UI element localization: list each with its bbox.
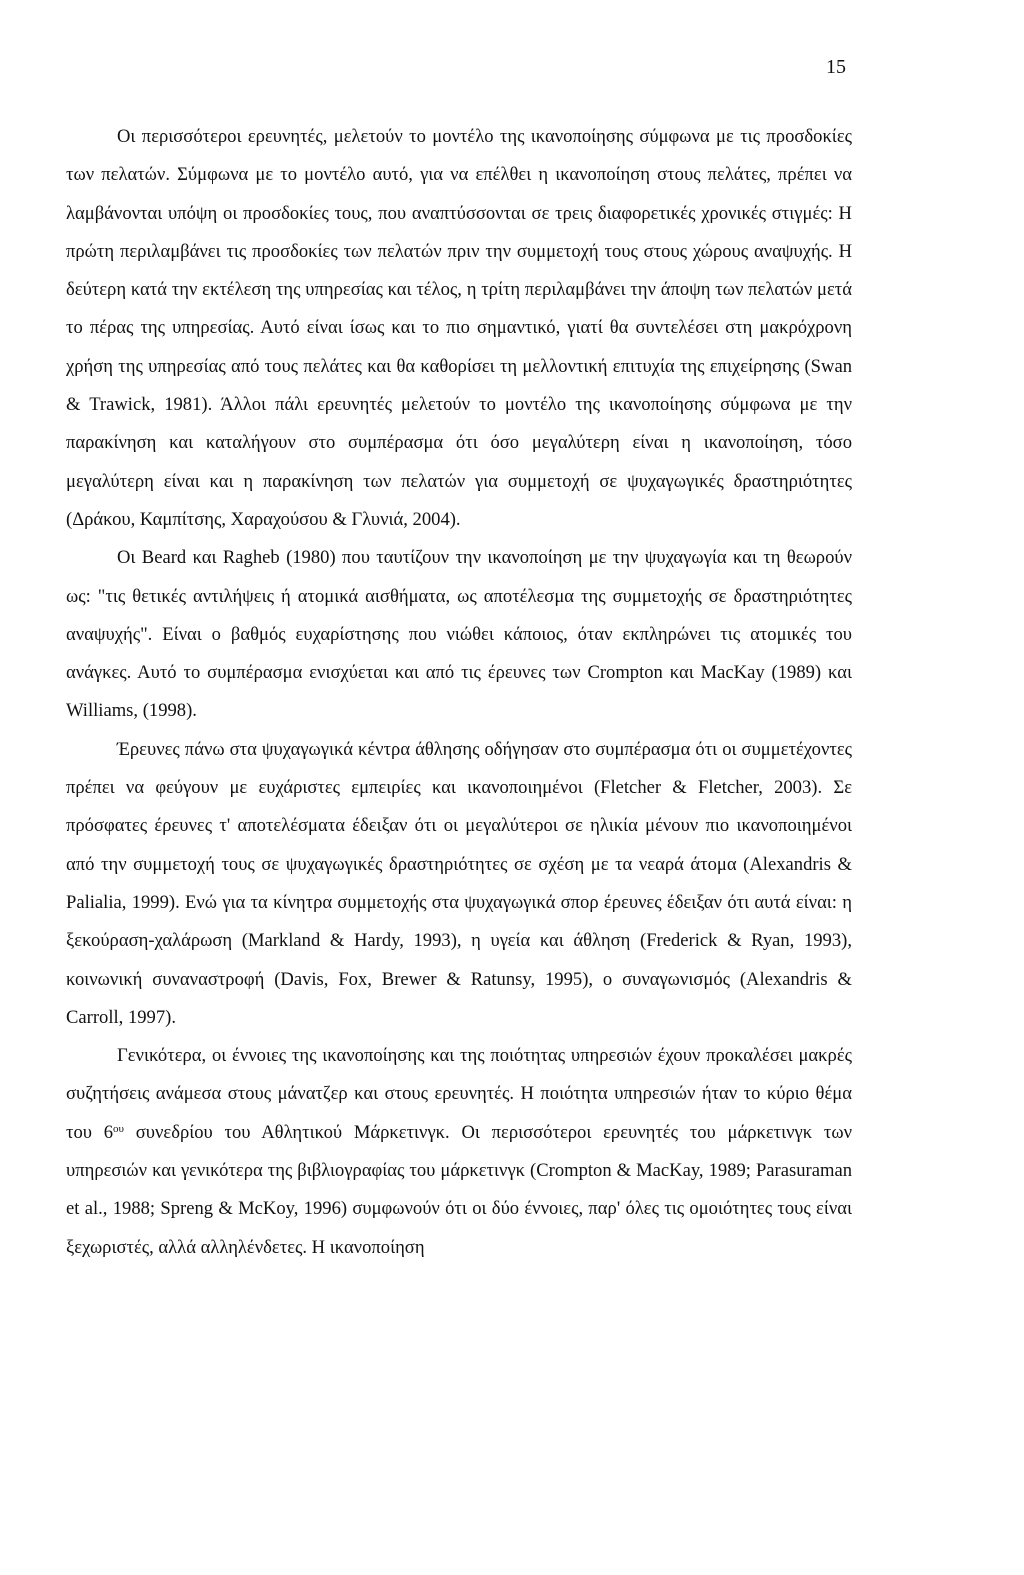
body-text	[66, 118, 852, 1267]
paragraph-text-before: Γενικότερα, οι έννοιες της ικανοποίησης και της ποιότητας υπηρεσιών έχουν προκαλέσει μακρές συζητήσεις ανάμεσα στους μάνατζερ και στους ερευνητές. Η ποιότητα υπηρεσιών ήταν το κύριο θέμα του 6	[66, 1045, 852, 1143]
page-number: 15	[826, 56, 846, 78]
paragraph-beard-ragheb: Οι Beard και Ragheb (1980) που ταυτίζουν την ικανοποίηση με την ψυχαγωγία και τη θεωρούν ως: "τις θετικές αντιλήψεις ή ατομικά αισθήματα, ως αποτέλεσμα της συμμετοχής σε δραστηριότητες αναψυχής". Είναι ο βαθμός ευχαρίστησης που νιώθει κάποιος, όταν εκπληρώνει τις ατομικές του ανάγκες. Αυτό το συμπέρασμα ενισχύεται και από τις έρευνες των Crompton και MacKay (1989) και Williams, (1998).	[66, 547, 852, 722]
paragraph-text-after: συνεδρίου του Αθλητικού Μάρκετινγκ. Οι περισσότεροι ερευνητές του μάρκετινγκ των υπηρεσιών και γενικότερα της βιβλιογραφίας του μάρκετινγκ (Crompton & MacKay, 1989; Parasuraman et al., 1988; Spreng & McKoy, 1996) συμφωνούν ότι οι δύο έννοιες, παρ' όλες τις ομοιότητες τους είναι ξεχωριστές, αλλά αλληλένδετες. Η ικανοποίηση	[66, 1121, 853, 1258]
paragraph-recreation-centers: Έρευνες πάνω στα ψυχαγωγικά κέντρα άθλησης οδήγησαν στο συμπέρασμα ότι οι συμμετέχοντες πρέπει να φεύγουν με ευχάριστες εμπειρίες και ικανοποιημένοι (Fletcher & Fletcher, 2003). Σε πρόσφατες έρευνες τ' αποτελέσματα έδειξαν ότι οι μεγαλύτεροι σε ηλικία μένουν πιο ικανοποιημένοι από την συμμετοχή τους σε ψυχαγωγικές δραστηριότητες σε σχέση με τα νεαρά άτομα (Alexandris & Palialia, 1999). Ενώ για τα κίνητρα συμμετοχής στα ψυχαγωγικά σπορ έρευνες έδειξαν ότι αυτά είναι: η ξεκούραση-χαλάρωση (Markland & Hardy, 1993), η υγεία και άθληση (Frederick & Ryan, 1993), κοινωνική συναναστροφή (Davis, Fox, Brewer & Ratunsy, 1995), ο συναγωνισμός (Alexandris & Carroll, 1997).	[66, 738, 852, 1028]
paragraph-satisfaction-models: Οι περισσότεροι ερευνητές, μελετούν το μοντέλο της ικανοποίησης σύμφωνα με τις προσδοκίες των πελατών. Σύμφωνα με το μοντέλο αυτό, για να επέλθει η ικανοποίηση στους πελάτες, πρέπει να λαμβάνονται υπόψη οι προσδοκίες τους, που αναπτύσσονται σε τρεις διαφορετικές χρονικές στιγμές: Η πρώτη περιλαμβάνει τις προσδοκίες των πελατών πριν την συμμετοχή τους στους χώρους αναψυχής. Η δεύτερη κατά την εκτέλεση της υπηρεσίας και τέλος, η τρίτη περιλαμβάνει την άποψη των πελατών μετά το πέρας της υπηρεσίας. Αυτό είναι ίσως και το πιο σημαντικό, γιατί θα συντελέσει στη μακρόχρονη χρήση της υπηρεσίας από τους πελάτες και θα καθορίσει τη μελλοντική επιτυχία της επιχείρησης (Swan & Trawick, 1981). Άλλοι πάλι ερευνητές μελετούν το μοντέλο της ικανοποίησης σύμφωνα με την παρακίνηση και καταλήγουν στο συμπέρασμα ότι όσο μεγαλύτερη είναι η ικανοποίηση, τόσο μεγαλύτερη είναι και η παρακίνηση των πελατών για συμμετοχή σε ψυχαγωγικές δραστηριότητες (Δράκου, Καμπίτσης, Χαραχούσου & Γλυνιά, 2004).	[66, 126, 852, 530]
paragraph-service-quality	[66, 1037, 852, 1267]
ordinal-superscript: ου	[113, 1122, 124, 1135]
